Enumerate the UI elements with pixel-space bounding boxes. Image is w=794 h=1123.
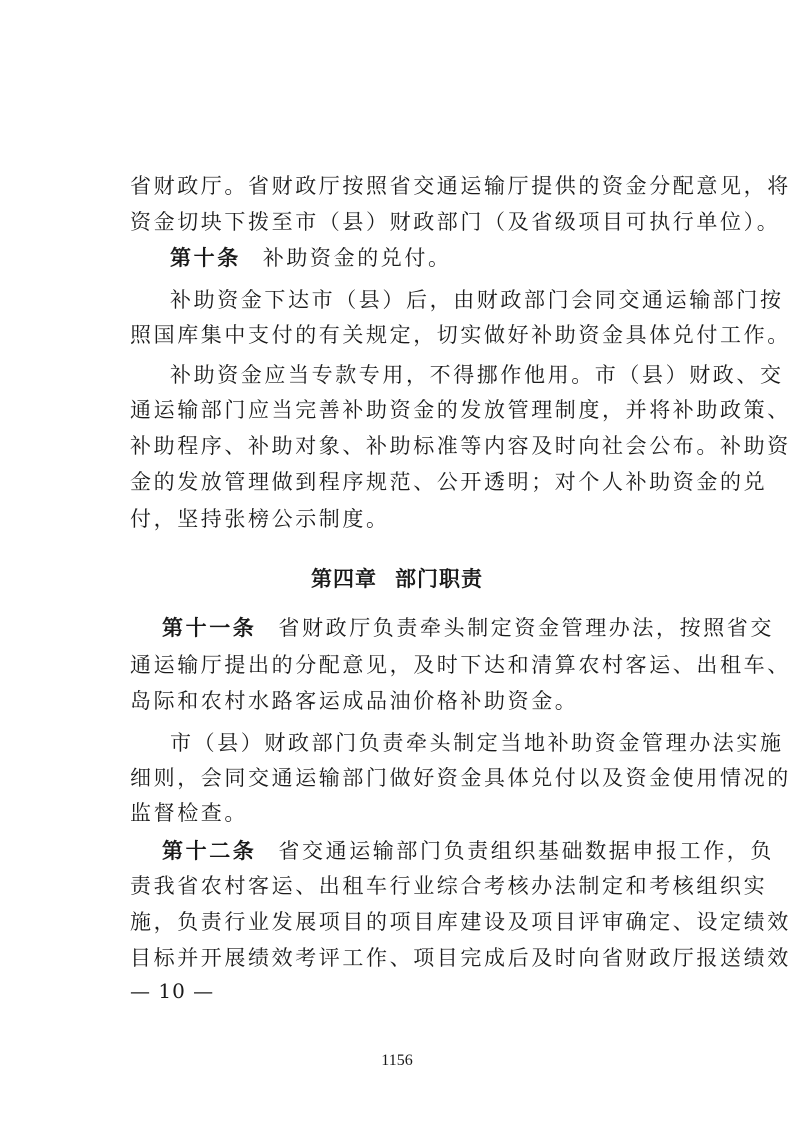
article-11-text: 省财政厅负责牵头制定资金管理办法，按照省交 — [278, 616, 775, 640]
article-11-line — [162, 617, 774, 639]
text-line: 金的发放管理做到程序规范、公开透明；对个人补助资金的兑 — [130, 470, 768, 494]
chapter-heading — [0, 563, 794, 593]
article-10-line — [170, 247, 452, 269]
text-line: 岛际和农村水路客运成品油价格补助资金。 — [130, 689, 579, 713]
text-line: 补助资金下达市（县）后，由财政部门会同交通运输部门按 — [170, 288, 784, 312]
text-line: 市（县）财政部门负责牵头制定当地补助资金管理办法实施 — [170, 731, 784, 755]
page-number: — 10 — — [130, 979, 215, 1003]
text-line: 通运输部门应当完善补助资金的发放管理制度，并将补助政策、 — [130, 398, 791, 422]
text-line: 通运输厅提出的分配意见，及时下达和清算农村客运、出租车、 — [130, 653, 791, 677]
article-10-heading: 第十条 — [170, 245, 241, 270]
article-12-text: 省交通运输部门负责组织基础数据申报工作，负 — [278, 839, 775, 863]
article-11-heading: 第十一条 — [162, 615, 257, 640]
text-line: 施，负责行业发展项目的项目库建设及项目评审确定、设定绩效 — [130, 910, 791, 934]
text-line: 省财政厅。省财政厅按照省交通运输厅提供的资金分配意见，将 — [130, 174, 791, 198]
article-10-title: 补助资金的兑付。 — [262, 246, 452, 270]
text-line: 补助资金应当专款专用，不得挪作他用。市（县）财政、交 — [170, 363, 784, 387]
text-line: 细则，会同交通运输部门做好资金具体兑付以及资金使用情况的 — [130, 766, 791, 790]
article-12-line — [162, 840, 774, 862]
text-line: 目标并开展绩效考评工作、项目完成后及时向省财政厅报送绩效 — [130, 946, 791, 970]
chapter-number: 第四章 — [311, 566, 377, 591]
text-line: 监督检查。 — [130, 801, 248, 825]
chapter-title: 部门职责 — [395, 566, 483, 591]
text-line: 资金切块下拨至市（县）财政部门（及省级项目可执行单位）。 — [130, 210, 781, 234]
text-line: 付，坚持张榜公示制度。 — [130, 507, 390, 531]
article-12-heading: 第十二条 — [162, 838, 257, 863]
text-line: 补助程序、补助对象、补助标准等内容及时向社会公布。补助资 — [130, 434, 791, 458]
text-line: 照国库集中支付的有关规定，切实做好补助资金具体兑付工作。 — [130, 323, 791, 347]
text-line: 责我省农村客运、出租车行业综合考核办法制定和考核组织实 — [130, 874, 768, 898]
scan-page-number: 1156 — [381, 1052, 413, 1069]
